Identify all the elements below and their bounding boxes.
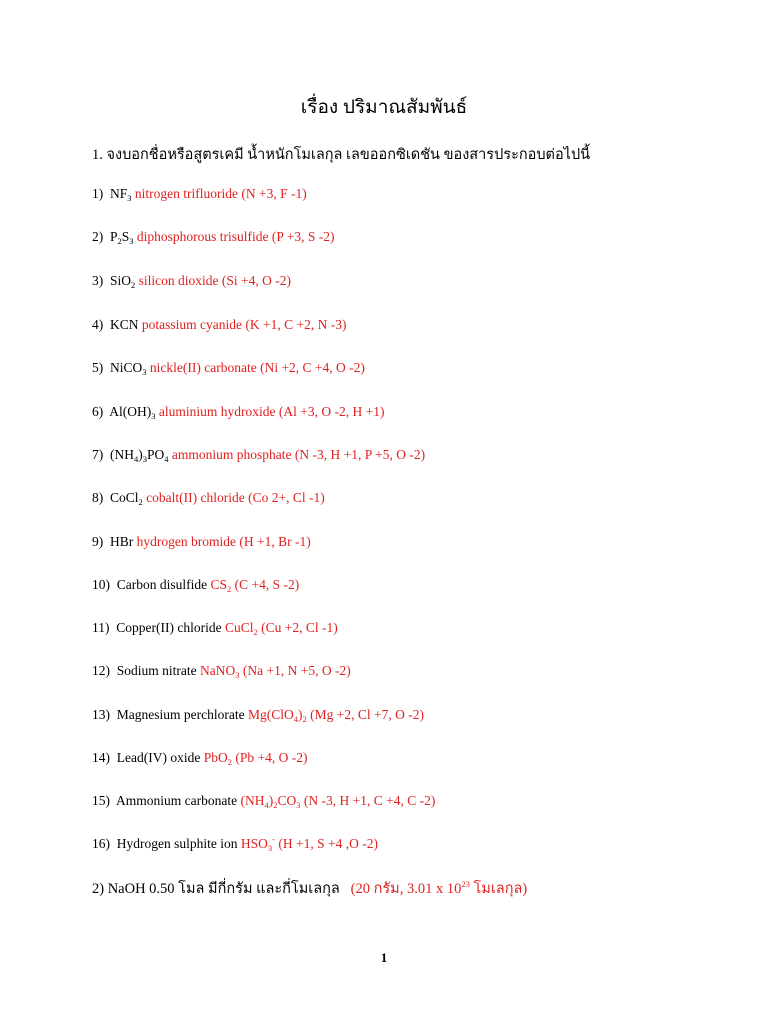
formula-subscript: 2 — [253, 627, 258, 637]
formula — [110, 447, 169, 462]
question-2-answer — [351, 881, 528, 897]
item-number: 2) — [92, 229, 104, 244]
answer-text: (Pb +4, O -2) — [235, 750, 308, 765]
formula-subscript: 2 — [131, 280, 136, 290]
answer-text: (Cu +2, Cl -1) — [261, 620, 338, 635]
answer-unit: โมเลกุล) — [469, 881, 528, 897]
answer-text: nitrogen trifluoride (N +3, F -1) — [134, 186, 307, 201]
answer-formula — [240, 793, 300, 808]
item-number: 3) — [92, 273, 104, 288]
formula-part: (NH — [110, 447, 134, 462]
list-item — [92, 447, 425, 463]
formula-charge: - — [272, 834, 275, 844]
answer-formula — [200, 663, 240, 678]
formula-subscript: 3 — [129, 236, 134, 246]
answer-text: ammonium phosphate (N -3, H +1, P +5, O -2) — [171, 447, 426, 462]
item-number: 5) — [92, 360, 104, 375]
formula-part: Mg(ClO — [247, 707, 294, 722]
question-1: 1. จงบอกชื่อหรือสูตรเคมี น้ำหนักโมเลกุล เลขออกซิเดชัน ของสารประกอบต่อไปนี้ — [92, 147, 591, 163]
formula — [110, 273, 135, 288]
answer-formula — [204, 750, 232, 765]
answer-text: (N -3, H +1, C +4, C -2) — [303, 793, 436, 808]
answer-text: cobalt(II) chloride (Co 2+, Cl -1) — [146, 490, 325, 505]
formula-subscript: 3 — [127, 193, 132, 203]
list-item — [92, 273, 291, 289]
formula-subscript: 2 — [227, 757, 232, 767]
formula-subscript: 2 — [273, 800, 278, 810]
formula-part: ) — [138, 447, 143, 462]
list-item — [92, 186, 307, 202]
formula-part: KCN — [110, 317, 139, 332]
item-number: 1) — [92, 186, 104, 201]
list-item — [92, 534, 311, 550]
list-item — [92, 360, 365, 376]
list-item — [92, 707, 424, 723]
formula-part: CoCl — [110, 490, 139, 505]
page-title: เรื่อง ปริมาณสัมพันธ์ — [300, 97, 468, 118]
formula-part: SiO — [110, 273, 132, 288]
answer-text: potassium cyanide (K +1, C +2, N -3) — [141, 317, 347, 332]
answer-formula — [248, 707, 307, 722]
formula-subscript: 3 — [151, 411, 156, 421]
question-2-text: 2) NaOH 0.50 โมล มีกี่กรัม และกี่โมเลกุล — [92, 881, 340, 897]
item-number: 11) — [92, 620, 110, 635]
list-item — [92, 750, 307, 766]
formula-subscript: 3 — [142, 454, 147, 464]
item-number: 10) — [92, 577, 110, 592]
formula-part: PO — [147, 447, 165, 462]
formula-subscript: 2 — [138, 497, 143, 507]
list-item — [92, 836, 378, 852]
question-2 — [92, 877, 527, 900]
compound-name: Hydrogen sulphite ion — [116, 836, 238, 851]
compound-name: Copper(II) chloride — [116, 620, 222, 635]
formula-part: NF — [110, 186, 128, 201]
formula-part: CuCl — [224, 620, 254, 635]
item-number: 7) — [92, 447, 104, 462]
item-number: 12) — [92, 663, 110, 678]
formula-part: PbO — [203, 750, 228, 765]
item-number: 8) — [92, 490, 104, 505]
compound-name: Ammonium carbonate — [116, 793, 238, 808]
answer-exponent: 23 — [461, 879, 470, 889]
formula-part: ) — [297, 707, 303, 722]
answer-text: nickle(II) carbonate (Ni +2, C +4, O -2) — [149, 360, 365, 375]
answer-formula — [211, 577, 232, 592]
formula-subscript: 3 — [235, 670, 240, 680]
list-item — [92, 404, 384, 420]
formula-part: NiCO — [110, 360, 143, 375]
list-item — [92, 620, 338, 636]
answer-text: (Na +1, N +5, O -2) — [242, 663, 351, 678]
formula-subscript: 3 — [267, 843, 273, 853]
formula-part: CS — [210, 577, 228, 592]
formula-part: NaNO — [200, 663, 236, 678]
formula — [110, 229, 134, 244]
answer-text: (C +4, S -2) — [234, 577, 300, 592]
answer-text: aluminium hydroxide (Al +3, O -2, H +1) — [158, 404, 385, 419]
list-item — [92, 229, 335, 245]
item-number: 6) — [92, 404, 104, 419]
page-number: 1 — [380, 950, 388, 965]
formula — [110, 534, 133, 549]
list-item — [92, 577, 299, 593]
formula-part: HBr — [110, 534, 134, 549]
formula-subscript: 4 — [264, 800, 269, 810]
item-number: 9) — [92, 534, 104, 549]
formula-subscript: 2 — [302, 714, 307, 724]
compound-name: Sodium nitrate — [116, 663, 197, 678]
list-item — [92, 663, 351, 679]
item-number: 14) — [92, 750, 110, 765]
answer-text: hydrogen bromide (H +1, Br -1) — [136, 534, 311, 549]
answer-text: silicon dioxide (Si +4, O -2) — [138, 273, 291, 288]
answer-text: diphosphorous trisulfide (P +3, S -2) — [136, 229, 335, 244]
formula — [109, 404, 155, 419]
formula-subscript: 4 — [134, 454, 139, 464]
answer-text: (H +1, S +4 ,O -2) — [278, 836, 378, 851]
list-item — [92, 490, 325, 506]
compound-name: Magnesium perchlorate — [116, 707, 245, 722]
compound-name: Lead(IV) oxide — [116, 750, 201, 765]
compound-name: Carbon disulfide — [116, 577, 208, 592]
item-number: 15) — [92, 793, 110, 808]
item-number: 13) — [92, 707, 110, 722]
formula-part: P — [110, 229, 118, 244]
list-item — [92, 793, 435, 809]
answer-text: (Mg +2, Cl +7, O -2) — [310, 707, 424, 722]
formula-subscript: 2 — [117, 236, 122, 246]
formula-subscript: 2 — [227, 584, 232, 594]
formula-subscript: 3 — [142, 367, 147, 377]
formula — [110, 186, 132, 201]
list-item — [92, 317, 346, 333]
formula-part: ) — [268, 793, 274, 808]
formula-part: Al(OH) — [109, 404, 152, 419]
answer-formula — [225, 620, 258, 635]
formula-subscript: 4 — [293, 714, 298, 724]
formula-part: (NH — [240, 793, 265, 808]
formula-part: HSO — [240, 836, 268, 851]
item-number: 16) — [92, 836, 110, 851]
formula — [110, 360, 147, 375]
formula-subscript: 4 — [164, 454, 169, 464]
formula — [110, 317, 139, 332]
formula — [110, 490, 143, 505]
formula-subscript: 3 — [296, 800, 301, 810]
item-number: 4) — [92, 317, 104, 332]
answer-formula — [241, 836, 275, 851]
formula-part: S — [121, 229, 130, 244]
formula-part: CO — [277, 793, 297, 808]
answer-part: (20 กรัม, 3.01 x 10 — [350, 881, 462, 897]
